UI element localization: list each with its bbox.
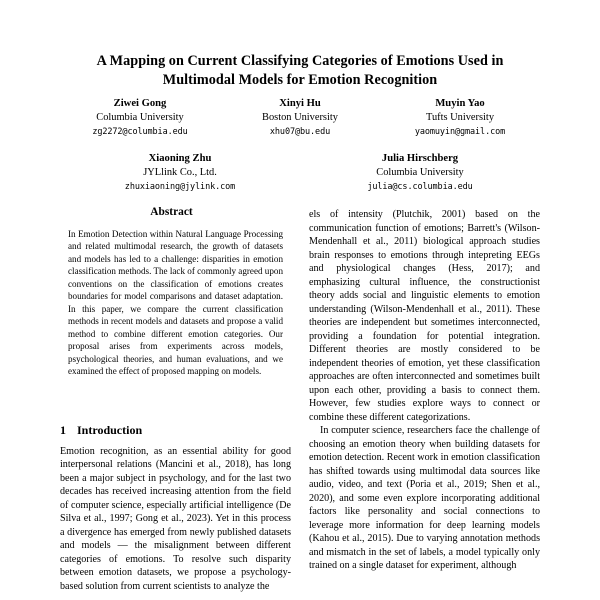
title-block: [60, 52, 540, 90]
page-title: A Mapping on Current Classifying Categories of Emotions Used in Multimodal Models for Emotion Recognition: [96, 53, 504, 88]
author-email[interactable]: julia@cs.columbia.edu: [367, 182, 473, 192]
section-title: Introduction: [77, 424, 143, 437]
author-name: Julia Hirschberg: [381, 153, 459, 164]
author-name: Xiaoning Zhu: [148, 153, 212, 164]
author-affiliation: Tufts University: [425, 112, 495, 123]
authors-row-second: [100, 152, 500, 194]
author-affiliation: Boston University: [262, 112, 338, 123]
paragraph: Emotion recognition, as an essential ability for good interpersonal relations (Mancini et al., 2018), has long been a major subject in psychology, and for the last two decades has received increasing attention from the field of computer science, especially artificial intelligence (De Silva et al., 1997; Gong et al., 2023). Yet in this process a divergence has emerged from newly published datasets and models — the misalignment between different categories of emotions. To resolve such disparity between emotion datasets, we propose a psychology-based solution from current scientists to analyze the: [60, 445, 291, 592]
author-entry: [340, 152, 500, 194]
author-name: Ziwei Gong: [113, 98, 167, 109]
author-affiliation: JYLlink Co., Ltd.: [143, 167, 217, 178]
abstract-body: In Emotion Detection within Natural Language Processing and related multimodal research, the growth of datasets and models has led to a challenge: disparities in emotion classification methods. The lack of commonly agreed upon conventions on the classification of emotions creates boundaries for model comparisons and dataset adaptation. In this paper, we compare the current classification methods in recent models and datasets and propose a valid method to combine different emotion categories. Our proposal arises from experiments across models, psychological theories, and human evaluations, and we examined the effect of proposed mapping on models.: [68, 229, 283, 376]
author-entry: [380, 97, 540, 139]
author-affiliation: Columbia University: [96, 112, 184, 123]
author-entry: [220, 97, 380, 139]
paragraph: els of intensity (Plutchik, 2001) based on the communication function of emotions; Barrett's (Wilson-Mendenhall et al., 2011) biological approach studies brain responses to emotions through intepreting EEGs and physiological changes (Hess, 2017); and emphasizing cultural influence, the constructionist theory adds social and linguistic elements to emotion understanding (Wilson-Mendenhall et al., 2011). These theories are independent but sometimes interconnected, providing a foundation for potential integration. Different theories are mostly considered to be independent theories of emotion, yet these classification approaches are often interconnected and sometimes built upon each other, providing a basis to connect them. However, few studies explore ways to connect or combine these different categorizations.: [309, 209, 540, 423]
author-entry: [100, 152, 260, 194]
author-entry: [60, 97, 220, 139]
author-email[interactable]: zg2272@columbia.edu: [92, 127, 188, 137]
section-number: 1: [60, 424, 66, 437]
body-column-left: [60, 424, 291, 600]
authors-row-first: [60, 97, 540, 139]
author-email[interactable]: zhuxiaoning@jylink.com: [124, 182, 236, 192]
author-affiliation: Columbia University: [376, 167, 464, 178]
abstract-heading: Abstract: [150, 206, 193, 218]
author-email[interactable]: yaomuyin@gmail.com: [414, 127, 506, 137]
author-email[interactable]: xhu07@bu.edu: [269, 127, 331, 137]
paragraph: In computer science, researchers face the challenge of choosing an emotion theory when building datasets for emotion detection. Recent work in emotion classification has shifted towards using multimodal data sources like audio, video, and text (Poria et al., 2019; Shen et al., 2020), and some even explore incorporating additional factors like personality and social connections to leverage more information for deep learning models (Kahou et al., 2015). Due to varying annotation methods and mismatch in the set of labels, a model typically only trained on a single dataset for experiment, although: [309, 425, 540, 571]
author-name: Muyin Yao: [435, 98, 485, 109]
section-heading-introduction: [60, 424, 291, 438]
author-name: Xinyi Hu: [279, 98, 321, 109]
body-column-right: [309, 208, 540, 600]
